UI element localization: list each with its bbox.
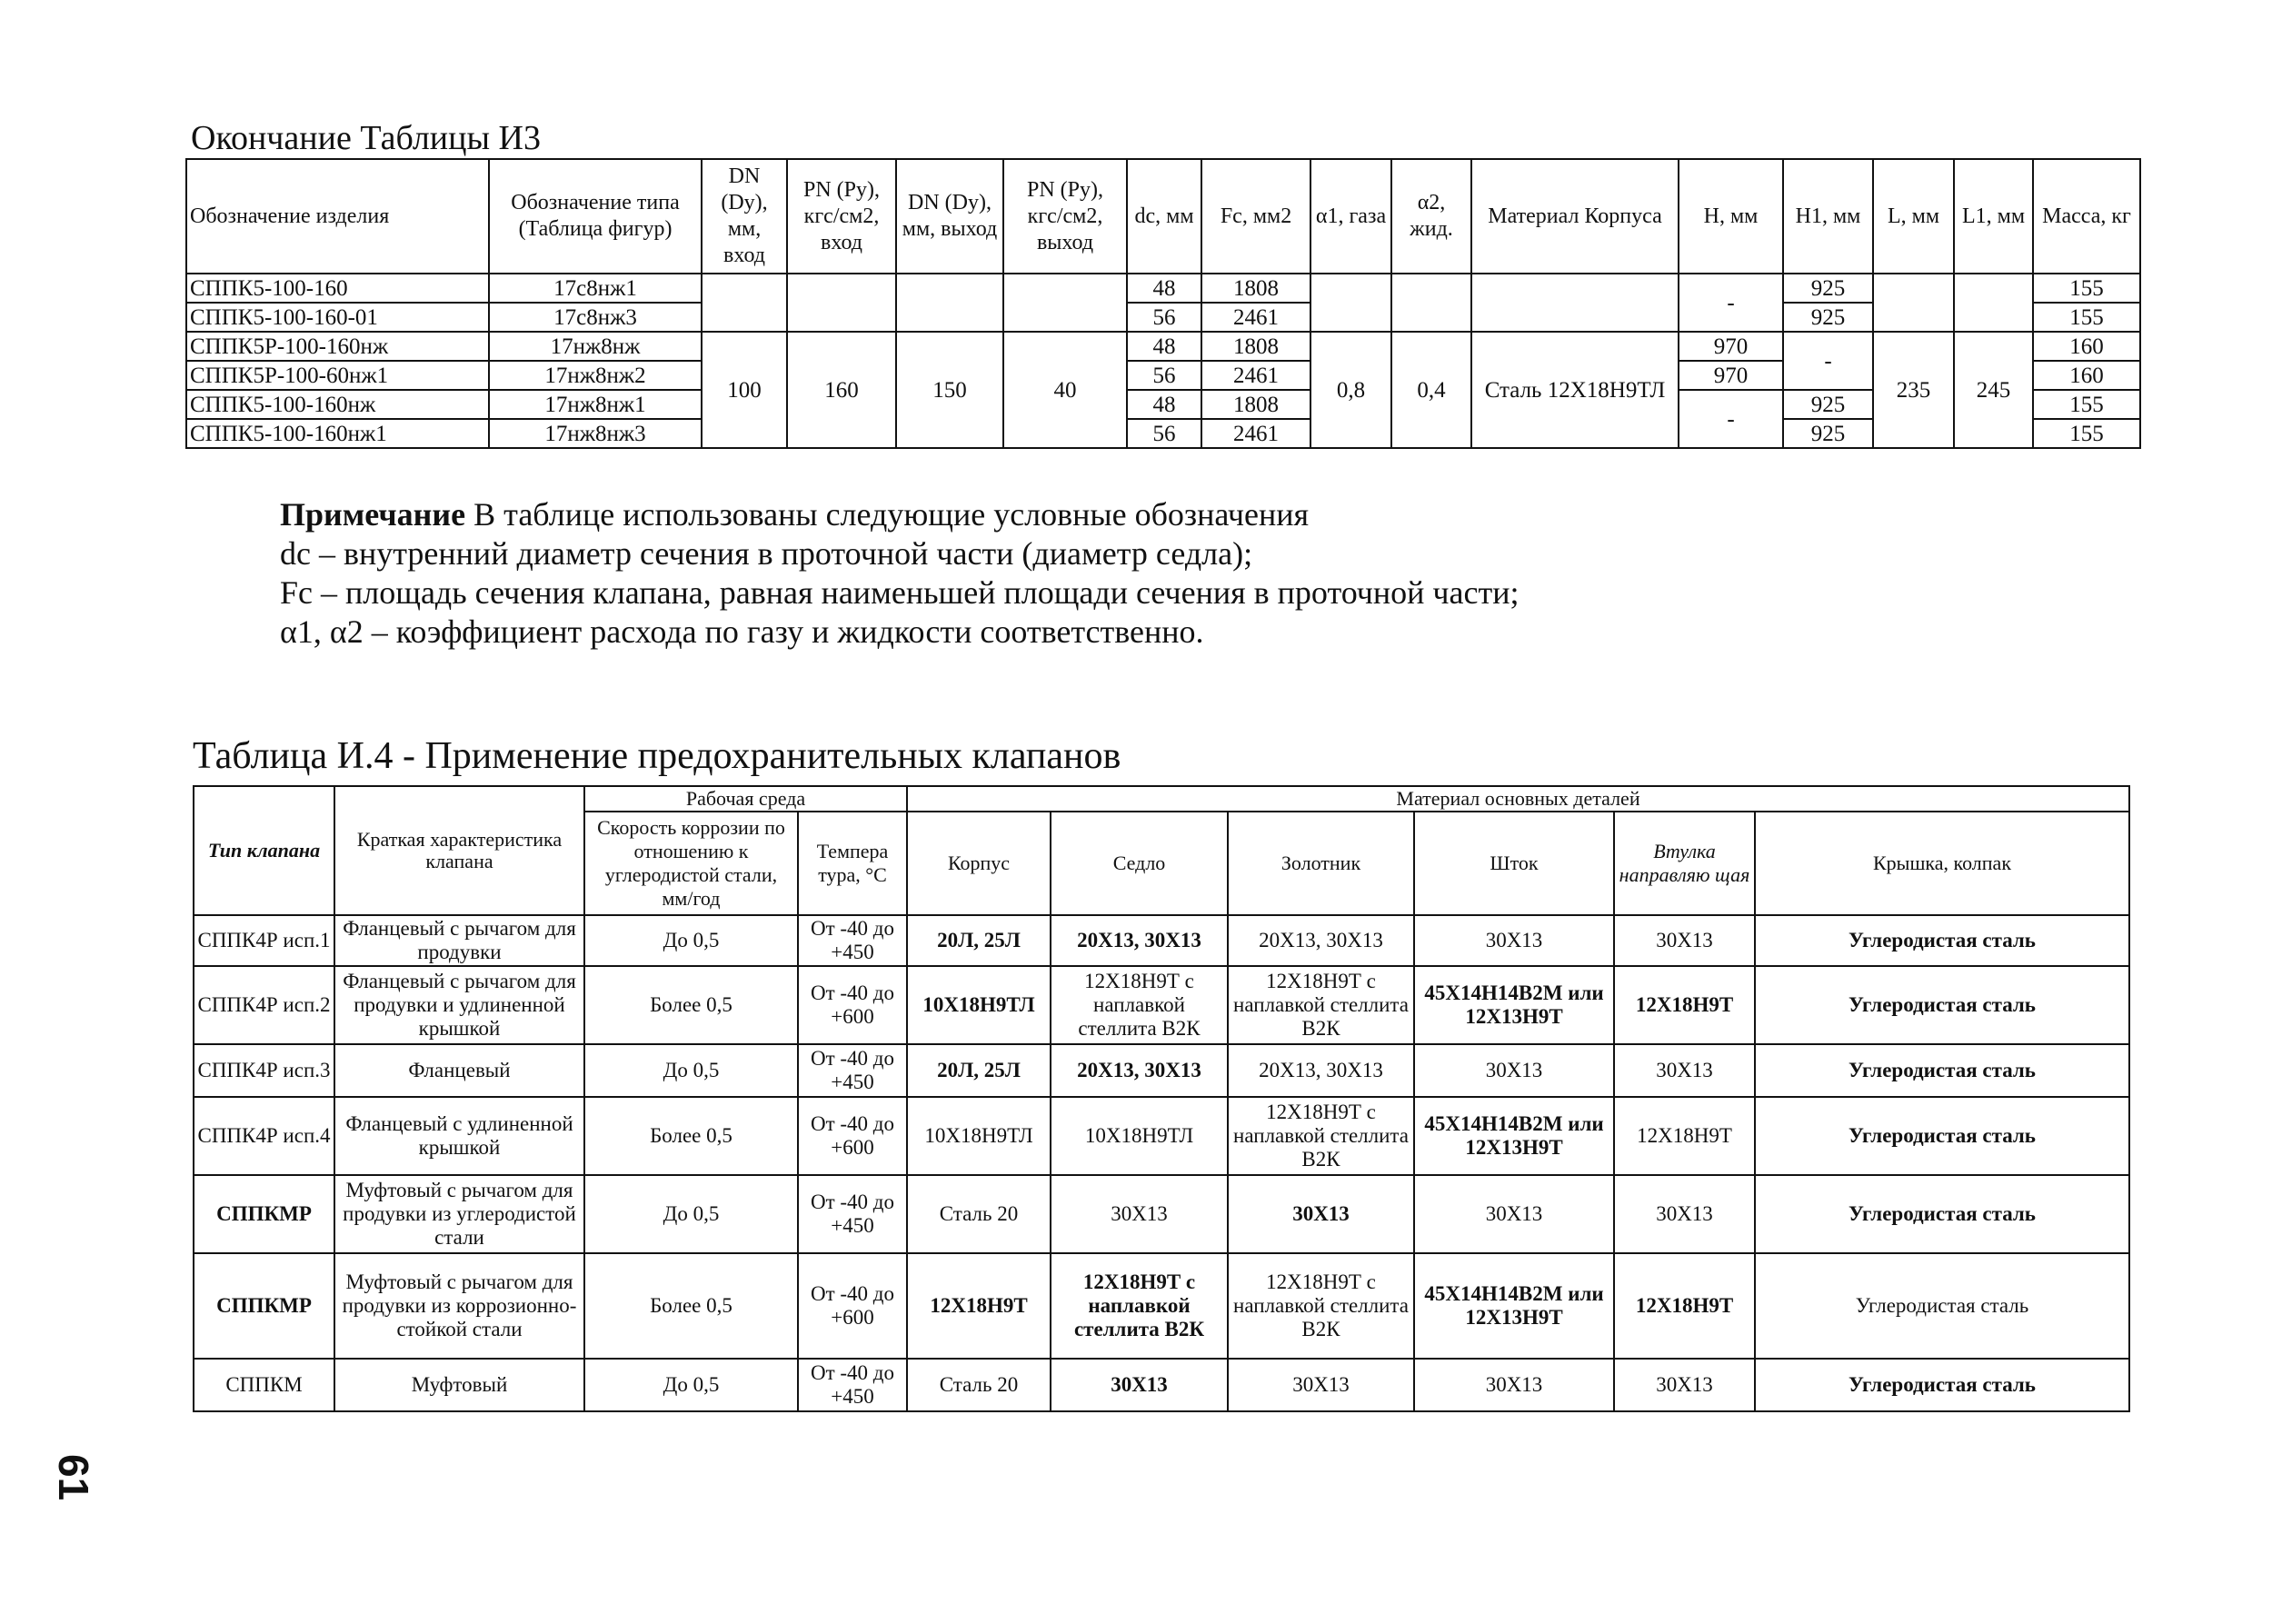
cell: 30Х13: [1414, 1359, 1614, 1411]
cell: 12Х18Н9Т с наплавкой стеллита В2К: [1228, 1097, 1414, 1175]
table-row: [194, 1359, 2129, 1411]
cell: СППК4Р исп.2: [194, 966, 334, 1044]
cell-dc: 48: [1127, 274, 1201, 303]
header-cell: DN (Dy), мм, вход: [702, 159, 787, 274]
cell: 30Х13: [1414, 1175, 1614, 1253]
cell-fc: 2461: [1201, 361, 1310, 390]
header-group-materials: Материал основных деталей: [907, 786, 2129, 812]
table-row: [186, 303, 2140, 332]
header-cell: H1, мм: [1783, 159, 1873, 274]
cell-h-dash: -: [1679, 274, 1783, 332]
cell-h: 970: [1679, 332, 1783, 361]
cell: 12Х18Н9Т с наплавкой стеллита В2К: [1051, 1253, 1228, 1359]
cell-h1: 925: [1783, 419, 1873, 448]
header-cell: Корпус: [907, 812, 1051, 915]
cell-h1: 925: [1783, 390, 1873, 419]
cell-dc: 48: [1127, 390, 1201, 419]
cell-type: 17нж8нж1: [489, 390, 702, 419]
cell: 20Х13, 30Х13: [1228, 1044, 1414, 1097]
cell: От -40 до +600: [798, 966, 907, 1044]
cell: 12Х18Н9Т: [1614, 1253, 1755, 1359]
cell-empty: [787, 274, 896, 332]
table-row: [194, 966, 2129, 1044]
header-cell: Втулка направляю щая: [1614, 812, 1755, 915]
cell: От -40 до +450: [798, 1359, 907, 1411]
cell: Углеродистая сталь: [1755, 966, 2129, 1044]
note-heading: [280, 495, 1519, 534]
cell-fc: 1808: [1201, 274, 1310, 303]
cell: 30Х13: [1414, 1044, 1614, 1097]
cell-fc: 2461: [1201, 419, 1310, 448]
cell-pn-out: 40: [1003, 332, 1127, 448]
cell: Сталь 20: [907, 1175, 1051, 1253]
cell-dc: 48: [1127, 332, 1201, 361]
cell: 30Х13: [1228, 1175, 1414, 1253]
cell-h1-dash: -: [1783, 332, 1873, 390]
cell: 20Л, 25Л: [907, 1044, 1051, 1097]
header-cell: PN (Py), кгс/см2, выход: [1003, 159, 1127, 274]
cell: Муфтовый: [334, 1359, 584, 1411]
cell-empty: [1471, 274, 1679, 332]
header-cell: H, мм: [1679, 159, 1783, 274]
header-cell: Скорость коррозии по отношению к углеродистой стали, мм/год: [584, 812, 798, 915]
note-block: [280, 495, 1519, 652]
header-cell: Краткая характеристика клапана: [334, 786, 584, 915]
note-line: α1, α2 – коэффициент расхода по газу и жидкости соответственно.: [280, 613, 1204, 650]
cell: От -40 до +450: [798, 1044, 907, 1097]
table-row: [186, 332, 2140, 361]
cell-dn-in: 100: [702, 332, 787, 448]
cell-name: СППК5Р-100-60нж1: [186, 361, 489, 390]
cell-dc: 56: [1127, 361, 1201, 390]
table3: [185, 158, 2141, 449]
cell-mass: 155: [2033, 303, 2140, 332]
cell-h-dash: -: [1679, 390, 1783, 448]
cell-type: 17нж8нж3: [489, 419, 702, 448]
cell-mass: 160: [2033, 332, 2140, 361]
header-cell: Крышка, колпак: [1755, 812, 2129, 915]
cell: 30Х13: [1414, 915, 1614, 966]
cell: 45Х14Н14В2М или 12Х13Н9Т: [1414, 1253, 1614, 1359]
cell-mass: 155: [2033, 419, 2140, 448]
header-group-medium: Рабочая среда: [584, 786, 907, 812]
cell-a1: 0,8: [1310, 332, 1391, 448]
header-cell: Масса, кг: [2033, 159, 2140, 274]
cell-fc: 1808: [1201, 390, 1310, 419]
cell: До 0,5: [584, 1359, 798, 1411]
header-cell: DN (Dy), мм, выход: [896, 159, 1003, 274]
cell: Углеродистая сталь: [1755, 1175, 2129, 1253]
cell: 12Х18Н9Т: [907, 1253, 1051, 1359]
header-cell: Темпера тура, °С: [798, 812, 907, 915]
table4-caption: Таблица И.4 - Применение предохранительных клапанов: [193, 735, 1121, 777]
cell-type: 17нж8нж: [489, 332, 702, 361]
cell: Фланцевый: [334, 1044, 584, 1097]
cell: Углеродистая сталь: [1755, 915, 2129, 966]
header-cell: Шток: [1414, 812, 1614, 915]
table3-header-row: [186, 159, 2140, 274]
cell: СППК4Р исп.4: [194, 1097, 334, 1175]
cell-type: 17с8нж3: [489, 303, 702, 332]
header-cell: Fc, мм2: [1201, 159, 1310, 274]
cell: От -40 до +450: [798, 1175, 907, 1253]
cell: Углеродистая сталь: [1755, 1044, 2129, 1097]
cell-name: СППК5-100-160: [186, 274, 489, 303]
cell: 12Х18Н9Т с наплавкой стеллита В2К: [1051, 966, 1228, 1044]
page-number: 61: [50, 1454, 97, 1501]
cell: 12Х18Н9Т с наплавкой стеллита В2К: [1228, 966, 1414, 1044]
cell-dc: 56: [1127, 303, 1201, 332]
table4-group-header-row: [194, 786, 2129, 812]
cell: 30Х13: [1614, 915, 1755, 966]
cell-h: 970: [1679, 361, 1783, 390]
header-cell: α2, жид.: [1391, 159, 1471, 274]
cell: 10Х18Н9ТЛ: [907, 966, 1051, 1044]
table-row: [194, 1097, 2129, 1175]
cell: От -40 до +450: [798, 915, 907, 966]
cell: Более 0,5: [584, 1253, 798, 1359]
note-line: dс – внутренний диаметр сечения в проточной части (диаметр седла);: [280, 535, 1253, 572]
cell: СППКМ: [194, 1359, 334, 1411]
cell-name: СППК5-100-160нж1: [186, 419, 489, 448]
cell-material: Сталь 12Х18Н9ТЛ: [1471, 332, 1679, 448]
cell-name: СППК5-100-160-01: [186, 303, 489, 332]
cell: 30Х13: [1051, 1175, 1228, 1253]
header-cell: Обозначение типа (Таблица фигур): [489, 159, 702, 274]
cell-empty: [1873, 274, 1954, 332]
cell: 30Х13: [1614, 1044, 1755, 1097]
table-row: [194, 1044, 2129, 1097]
cell: Муфтовый с рычагом для продувки из коррозионно-стойкой стали: [334, 1253, 584, 1359]
cell-mass: 155: [2033, 390, 2140, 419]
cell: 30Х13: [1051, 1359, 1228, 1411]
cell: 12Х18Н9Т с наплавкой стеллита В2К: [1228, 1253, 1414, 1359]
table4: [193, 785, 2130, 1412]
cell-name: СППК5Р-100-160нж: [186, 332, 489, 361]
cell-empty: [1003, 274, 1127, 332]
header-cell: Золотник: [1228, 812, 1414, 915]
cell: 30Х13: [1228, 1359, 1414, 1411]
cell: 45Х14Н14В2М или 12Х13Н9Т: [1414, 966, 1614, 1044]
cell-h1: 925: [1783, 274, 1873, 303]
cell: 20Х13, 30Х13: [1051, 915, 1228, 966]
header-cell: Материал Корпуса: [1471, 159, 1679, 274]
cell-l1: 245: [1954, 332, 2033, 448]
cell: Муфтовый с рычагом для продувки из углеродистой стали: [334, 1175, 584, 1253]
cell-empty: [896, 274, 1003, 332]
table3-caption: Окончание Таблицы И3: [191, 119, 541, 157]
cell: До 0,5: [584, 1044, 798, 1097]
header-cell: Седло: [1051, 812, 1228, 915]
header-cell: Обозначение изделия: [186, 159, 489, 274]
cell: От -40 до +600: [798, 1097, 907, 1175]
cell: СППК4Р исп.1: [194, 915, 334, 966]
cell: До 0,5: [584, 1175, 798, 1253]
cell: Углеродистая сталь: [1755, 1359, 2129, 1411]
cell-dn-out: 150: [896, 332, 1003, 448]
cell-empty: [702, 274, 787, 332]
cell: СППК4Р исп.3: [194, 1044, 334, 1097]
table-row: [194, 915, 2129, 966]
header-cell: L1, мм: [1954, 159, 2033, 274]
cell-mass: 155: [2033, 274, 2140, 303]
table-row: [186, 390, 2140, 419]
cell: Более 0,5: [584, 966, 798, 1044]
note-intro: В таблице использованы следующие условные обозначения: [465, 496, 1310, 533]
cell: 12Х18Н9Т: [1614, 1097, 1755, 1175]
cell-name: СППК5-100-160нж: [186, 390, 489, 419]
table-row: [194, 1253, 2129, 1359]
cell-l: 235: [1873, 332, 1954, 448]
table-row: [186, 274, 2140, 303]
header-cell: PN (Py), кгс/см2, вход: [787, 159, 896, 274]
table-row: [194, 1175, 2129, 1253]
cell: 20Л, 25Л: [907, 915, 1051, 966]
cell-empty: [1954, 274, 2033, 332]
cell: 30Х13: [1614, 1175, 1755, 1253]
cell: От -40 до +600: [798, 1253, 907, 1359]
cell-dc: 56: [1127, 419, 1201, 448]
cell: 20Х13, 30Х13: [1228, 915, 1414, 966]
table-row: [186, 419, 2140, 448]
header-cell: L, мм: [1873, 159, 1954, 274]
cell: 45Х14Н14В2М или 12Х13Н9Т: [1414, 1097, 1614, 1175]
cell-h1: 925: [1783, 303, 1873, 332]
cell: Фланцевый с рычагом для продувки и удлиненной крышкой: [334, 966, 584, 1044]
cell-fc: 1808: [1201, 332, 1310, 361]
cell: Фланцевый с рычагом для продувки: [334, 915, 584, 966]
header-cell: α1, газа: [1310, 159, 1391, 274]
cell: Углеродистая сталь: [1755, 1097, 2129, 1175]
cell: 12Х18Н9Т: [1614, 966, 1755, 1044]
header-cell: dc, мм: [1127, 159, 1201, 274]
cell: Углеродистая сталь: [1755, 1253, 2129, 1359]
cell-mass: 160: [2033, 361, 2140, 390]
header-cell: Тип клапана: [194, 786, 334, 915]
cell-type: 17с8нж1: [489, 274, 702, 303]
cell-a2: 0,4: [1391, 332, 1471, 448]
note-title: Примечание: [280, 496, 466, 533]
cell: 20Х13, 30Х13: [1051, 1044, 1228, 1097]
cell: Фланцевый с удлиненной крышкой: [334, 1097, 584, 1175]
cell: Сталь 20: [907, 1359, 1051, 1411]
cell: 10Х18Н9ТЛ: [1051, 1097, 1228, 1175]
cell: Более 0,5: [584, 1097, 798, 1175]
cell: СППКМР: [194, 1175, 334, 1253]
cell-empty: [1310, 274, 1391, 332]
cell-type: 17нж8нж2: [489, 361, 702, 390]
cell-empty: [1391, 274, 1471, 332]
cell: До 0,5: [584, 915, 798, 966]
cell: 30Х13: [1614, 1359, 1755, 1411]
cell-fc: 2461: [1201, 303, 1310, 332]
cell: СППКМР: [194, 1253, 334, 1359]
cell-pn-in: 160: [787, 332, 896, 448]
cell: 10Х18Н9ТЛ: [907, 1097, 1051, 1175]
note-line: Fс – площадь сечения клапана, равная наименьшей площади сечения в проточной части;: [280, 574, 1520, 611]
